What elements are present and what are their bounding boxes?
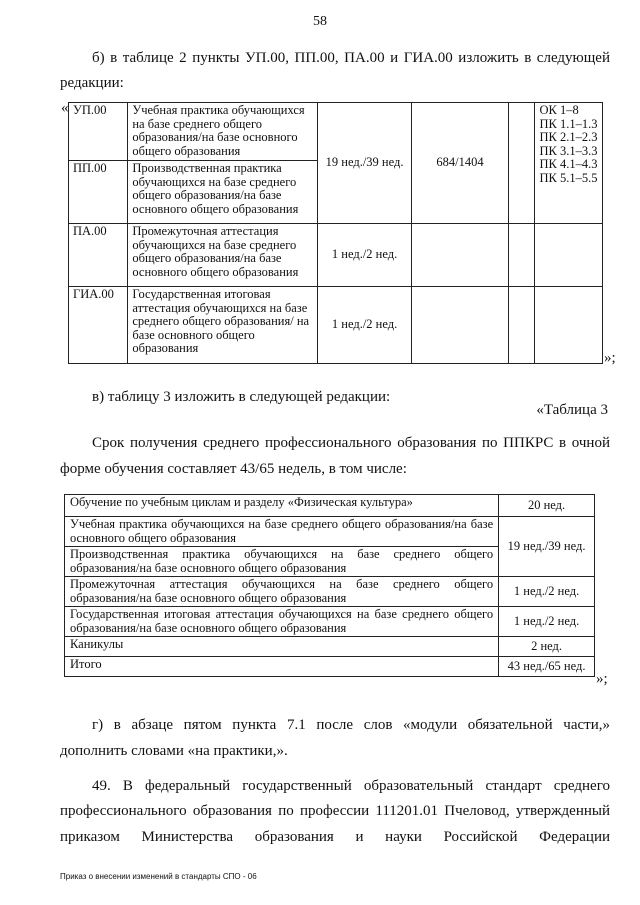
merged-weeks: 19 нед./39 нед. [317, 103, 412, 224]
table-row [65, 577, 595, 607]
table2-close-quote: »; [604, 350, 616, 366]
competencies-cell [535, 103, 603, 224]
row-name: Государственная итоговая аттестация обучающихся на базе среднего общего образования/на базе основного общего образования [65, 607, 499, 637]
row-name: Промежуточная аттестация обучающихся на базе среднего общего образования/на базе основного общего образования [128, 224, 317, 287]
page-number: 58 [313, 14, 327, 29]
table3-label: «Таблица 3 [536, 402, 608, 418]
paragraph-49-line1: 49. В федеральный государственный образовательный стандарт среднего [92, 778, 610, 794]
row-value: 2 нед. [499, 637, 595, 657]
empty-cell [508, 287, 535, 364]
row-name: Итого [65, 657, 499, 677]
paragraph-b-line1: б) в таблице 2 пункты УП.00, ПП.00, ПА.00 и ГИА.00 изложить в следующей [92, 50, 610, 66]
table-3 [64, 494, 595, 677]
row-name: Учебная практика обучающихся на базе среднего общего образования/на базе основного общего образования [65, 517, 499, 547]
table3-close-quote: »; [596, 671, 608, 687]
table-row [69, 287, 603, 364]
competency: ПК 4.1–4.3 [539, 157, 598, 171]
table-row [65, 607, 595, 637]
empty-cell [508, 103, 535, 224]
row-value: 43 нед./65 нед. [499, 657, 595, 677]
intro-line1: Срок получения среднего профессионального образования по ППКРС в очной [92, 435, 610, 451]
competency: ПК 5.1–5.5 [539, 170, 598, 185]
competency: ПК 1.1–1.3 [539, 116, 598, 131]
empty-cell [412, 287, 508, 364]
row-code: ПП.00 [69, 161, 128, 224]
row-name: Каникулы [65, 637, 499, 657]
row-name: Производственная практика обучающихся на базе среднего общего образования/на базе основного общего образования [65, 547, 499, 577]
table-row [65, 657, 595, 677]
row-name: Государственная итоговая аттестация обучающихся на базе среднего общего образования/ на базе основного общего образования [128, 287, 317, 364]
row-value: 20 нед. [499, 495, 595, 517]
footer-text: Приказ о внесении изменений в стандарты СПО - 06 [60, 872, 257, 881]
table-row [69, 103, 603, 161]
row-code: ПА.00 [69, 224, 128, 287]
empty-cell [412, 224, 508, 287]
competency: ОК 1–8 [539, 103, 579, 117]
paragraph-49-line3: приказом Министерства образования и науки Российской Федерации [60, 829, 610, 845]
row-weeks: 1 нед./2 нед. [317, 287, 412, 364]
paragraph-g-line1: г) в абзаце пятом пункта 7.1 после слов «модули обязательной части,» [92, 717, 610, 733]
merged-value: 19 нед./39 нед. [499, 517, 595, 577]
paragraph-b-line2: редакции: [60, 75, 124, 91]
competency: ПК 3.1–3.3 [539, 143, 598, 158]
table-row [65, 517, 595, 547]
table-row [69, 224, 603, 287]
paragraph-g-line2: дополнить словами «на практики,». [60, 743, 288, 759]
merged-hours: 684/1404 [412, 103, 508, 224]
row-code: УП.00 [69, 103, 128, 161]
intro-line2: форме обучения составляет 43/65 недель, в том числе: [60, 461, 407, 477]
row-name: Производственная практика обучающихся на базе среднего общего образования/на базе основного общего образования [128, 161, 317, 224]
row-code: ГИА.00 [69, 287, 128, 364]
table-2 [68, 102, 603, 364]
table-row [65, 637, 595, 657]
row-name: Обучение по учебным циклам и разделу «Физическая культура» [65, 495, 499, 517]
table-row [65, 495, 595, 517]
row-name: Промежуточная аттестация обучающихся на базе среднего общего образования/на базе основного общего образования [65, 577, 499, 607]
open-quote: « [61, 100, 69, 116]
row-name: Учебная практика обучающихся на базе среднего общего образования/на базе основного общего образования [128, 103, 317, 161]
row-weeks: 1 нед./2 нед. [317, 224, 412, 287]
empty-cell [535, 287, 603, 364]
empty-cell [508, 224, 535, 287]
paragraph-49-line2: профессионального образования по профессии 111201.01 Пчеловод, утвержденный [60, 803, 610, 819]
row-value: 1 нед./2 нед. [499, 577, 595, 607]
paragraph-v: в) таблицу 3 изложить в следующей редакции: [92, 389, 391, 405]
row-value: 1 нед./2 нед. [499, 607, 595, 637]
empty-cell [535, 224, 603, 287]
competency: ПК 2.1–2.3 [539, 130, 598, 144]
